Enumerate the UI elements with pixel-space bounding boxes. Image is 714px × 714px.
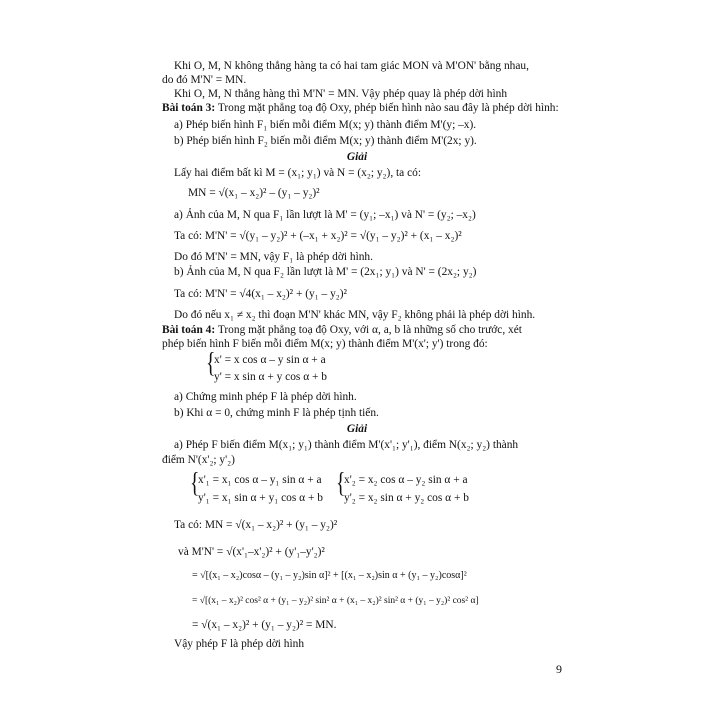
text-line: phép biến hình F biến mỗi điểm M(x; y) thành điểm M'(x'; y') trong đó: xyxy=(162,338,488,350)
formula-sqrt: √(x'₁–x'₂)² + (y'₁–y'₂)² xyxy=(226,546,325,558)
solution-heading: Giải xyxy=(346,151,368,163)
formula-line xyxy=(192,594,479,608)
formula-lhs: MN = xyxy=(188,187,216,199)
problem-3-label: Bài toán 3: xyxy=(162,102,216,114)
text-line: Vậy phép F là phép dời hình xyxy=(174,638,305,650)
formula-line xyxy=(174,229,462,243)
text-line: Lấy hai điểm bất kì M = (x₁; y₁) và N = (x₂; y₂), ta có: xyxy=(174,167,421,179)
text-line: a) Phép biến hình F₁ biến mỗi điểm M(x; y) thành điểm M'(y; –x). xyxy=(174,119,477,131)
system-brace: { xyxy=(206,348,216,379)
formula-sqrt: √4(x₁ – x₂)² + (y₁ – y₂)² xyxy=(239,288,347,300)
text-line: do đó M'N' = MN. xyxy=(162,74,247,86)
formula-lhs: Ta có: MN = xyxy=(174,519,233,531)
system-brace: { xyxy=(190,468,200,499)
text-line: b) Phép biến hình F₂ biến mỗi điểm M(x; y) thành điểm M'(2x; y). xyxy=(174,135,477,147)
formula-lhs: Ta có: M'N' = xyxy=(174,288,237,300)
text-line: Khi O, M, N thẳng hàng thì M'N' = MN. Vậy phép quay là phép dời hình xyxy=(174,88,508,100)
formula-line xyxy=(178,545,325,559)
formula-sqrt: √(x₁ – x₂)² + (y₁ – y₂)² xyxy=(235,519,338,531)
formula-sqrt: √[(x₁ – x₂)² cos² α + (y₁ – y₂)² sin² α + (x₁ – x₂)² sin² α + (y₁ – y₂)² cos² α] xyxy=(199,596,479,606)
system-line: y' = x sin α + y cos α + b xyxy=(214,371,327,383)
system-line: y'₁ = x₁ sin α + y₁ cos α + b xyxy=(198,492,323,504)
formula-sqrt: √(x₁ – x₂)² + (y₁ – y₂)² xyxy=(201,619,304,631)
formula-equals: = xyxy=(192,619,199,631)
problem-4-label: Bài toán 4: xyxy=(162,324,216,336)
system-line: x' = x cos α – y sin α + a xyxy=(214,354,326,366)
text-line: điểm N'(x'₂; y'₂) xyxy=(162,454,235,466)
formula-line xyxy=(192,618,336,632)
solution-heading: Giải xyxy=(346,423,368,435)
formula-sqrt: √(y₁ – y₂)² + (–x₁ + x₂)² xyxy=(239,230,348,242)
formula-line xyxy=(188,186,320,200)
formula-sqrt: √[(x₁ – x₂)cosα – (y₁ – y₂)sin α]² + [(x₁ – x₂)sin α + (y₁ – y₂)cosα]² xyxy=(200,570,467,581)
formula-lhs: và M'N' = xyxy=(178,546,224,558)
formula-equals: = xyxy=(192,596,198,606)
system-line: x'₂ = x₂ cos α – y₂ sin α + a xyxy=(344,474,468,486)
text-line: Trong mặt phẳng toạ độ Oxy, với α, a, b là những số cho trước, xét xyxy=(217,324,522,336)
text-line: a) Chứng minh phép F là phép dời hình. xyxy=(174,391,357,403)
system-line: x'₁ = x₁ cos α – y₁ sin α + a xyxy=(198,474,322,486)
formula-equals: = xyxy=(192,570,198,581)
text-line: Do đó nếu x₁ ≠ x₂ thì đoạn M'N' khác MN, vậy F₂ không phải là phép dời hình. xyxy=(174,309,536,321)
text-line: a) Ảnh của M, N qua F₁ lần lượt là M' = (y₁; –x₁) và N' = (y₂; –x₂) xyxy=(174,209,476,221)
text-line: Trong mặt phẳng toạ độ Oxy, phép biến hình nào sau đây là phép dời hình: xyxy=(217,102,559,114)
text-line: b) Khi α = 0, chứng minh F là phép tịnh tiến. xyxy=(174,407,379,419)
system-line: y'₂ = x₂ sin α + y₂ cos α + b xyxy=(344,492,469,504)
formula-sqrt: √(y₁ – y₂)² + (x₁ – x₂)² xyxy=(359,230,462,242)
formula-line xyxy=(174,287,347,301)
formula-lhs: Ta có: M'N' = xyxy=(174,230,237,242)
system-brace: { xyxy=(336,468,346,499)
formula-equals: = xyxy=(350,230,357,242)
formula-result: = MN. xyxy=(305,619,337,631)
page-number: 9 xyxy=(556,662,562,676)
text-line: Khi O, M, N không thẳng hàng ta có hai tam giác MON và M'ON' bằng nhau, xyxy=(174,60,529,72)
formula-line xyxy=(192,569,467,583)
text-line: a) Phép F biến điểm M(x₁; y₁) thành điểm M'(x'₁; y'₁), điểm N(x₂; y₂) thành xyxy=(174,439,519,451)
formula-line xyxy=(174,518,337,532)
formula-sqrt: √(x₁ – x₂)² – (y₁ – y₂)² xyxy=(218,187,320,199)
text-line: Do đó M'N' = MN, vậy F₁ là phép dời hình. xyxy=(174,251,373,263)
problem-3-heading-line xyxy=(162,101,559,115)
problem-4-heading-line xyxy=(162,323,522,337)
text-line: b) Ảnh của M, N qua F₂ lần lượt là M' = (2x₁; y₁) và N' = (2x₂; y₂) xyxy=(174,266,477,278)
